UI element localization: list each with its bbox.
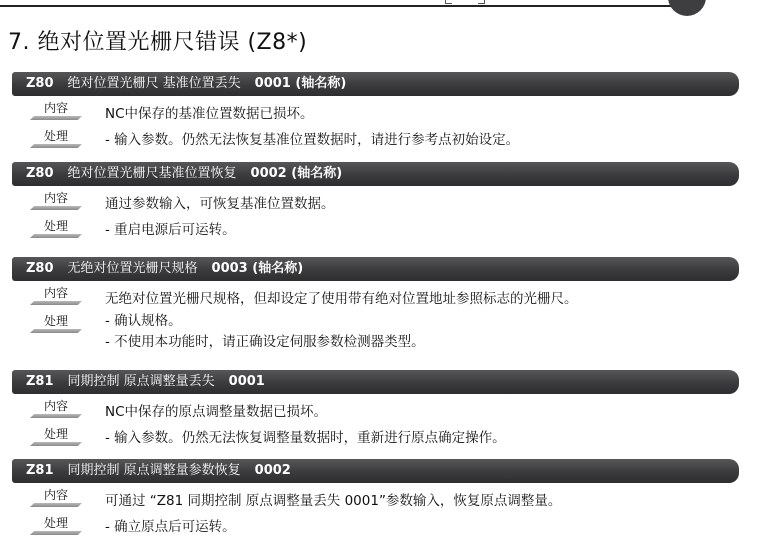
alarm-section [0,72,763,152]
action-line: - 输入参数。仍然无法恢复基准位置数据时，请进行参考点初始设定。 [105,132,520,148]
alarm-code: Z80 [26,166,54,181]
alarm-title: 绝对位置光栅尺 基准位置丢失 [67,76,241,91]
content-row [0,394,763,422]
content-row [0,483,763,511]
page-corner-tab [668,0,706,16]
alarm-code: Z81 [26,463,54,478]
alarm-section [0,162,763,242]
alarm-section [0,459,763,539]
action-text [105,428,506,449]
alarm-code: Z81 [26,374,54,389]
page-title: 7. 绝对位置光栅尺错误 (Z8*) [8,30,308,55]
action-tag: 处理 [30,218,82,238]
action-text [105,130,519,151]
content-row [0,186,763,214]
alarm-title: 无绝对位置光栅尺规格 [67,261,198,276]
alarm-number: 0002 (轴名称) [250,166,343,181]
content-tag: 内容 [30,100,82,120]
alarm-header [12,370,739,394]
action-line: - 不使用本功能时，请正确设定伺服参数检测器类型。 [105,334,425,350]
action-text [105,311,425,353]
action-tag: 处理 [30,515,82,535]
alarm-header [12,257,739,281]
content-tag: 内容 [30,190,82,210]
action-tag: 处理 [30,426,82,446]
content-row [0,281,763,309]
action-text [105,220,236,241]
header-mark [445,0,485,3]
content-text: NC中保存的基准位置数据已损坏。 [105,106,314,122]
action-tag: 处理 [30,128,82,148]
action-tag: 处理 [30,313,82,333]
alarm-title: 绝对位置光栅尺基准位置恢复 [67,166,237,181]
alarm-header [12,72,739,96]
action-line: - 重启电源后可运转。 [105,222,236,238]
action-row [0,422,763,450]
content-text: 无绝对位置光栅尺规格，但却设定了使用带有绝对位置地址参照标志的光栅尺。 [105,291,578,307]
action-line: - 输入参数。仍然无法恢复调整量数据时，重新进行原点确定操作。 [105,430,506,446]
content-text: 通过参数输入，可恢复基准位置数据。 [105,196,335,212]
content-tag: 内容 [30,285,82,305]
alarm-number: 0003 (轴名称) [211,261,304,276]
content-tag: 内容 [30,487,82,507]
content-row [0,96,763,124]
action-line: - 确认规格。 [105,313,182,329]
alarm-number: 0002 [254,463,291,478]
content-text: NC中保存的原点调整量数据已损坏。 [105,404,328,420]
alarm-number: 0001 [228,374,265,389]
alarm-section [0,370,763,450]
alarm-header [12,459,739,483]
alarm-header [12,162,739,186]
action-text [105,517,236,538]
alarm-section [0,257,763,357]
alarm-title: 同期控制 原点调整量参数恢复 [67,463,241,478]
alarm-code: Z80 [26,261,54,276]
action-row [0,511,763,539]
content-text: 可通过 “Z81 同期控制 原点调整量丢失 0001”参数输入，恢复原点调整量。 [105,493,562,509]
header-rule [0,5,680,7]
content-tag: 内容 [30,398,82,418]
action-row [0,309,763,357]
action-row [0,124,763,152]
alarm-number: 0001 (轴名称) [254,76,347,91]
action-row [0,214,763,242]
alarm-code: Z80 [26,76,54,91]
alarm-title: 同期控制 原点调整量丢失 [67,374,215,389]
action-line: - 确立原点后可运转。 [105,519,236,535]
